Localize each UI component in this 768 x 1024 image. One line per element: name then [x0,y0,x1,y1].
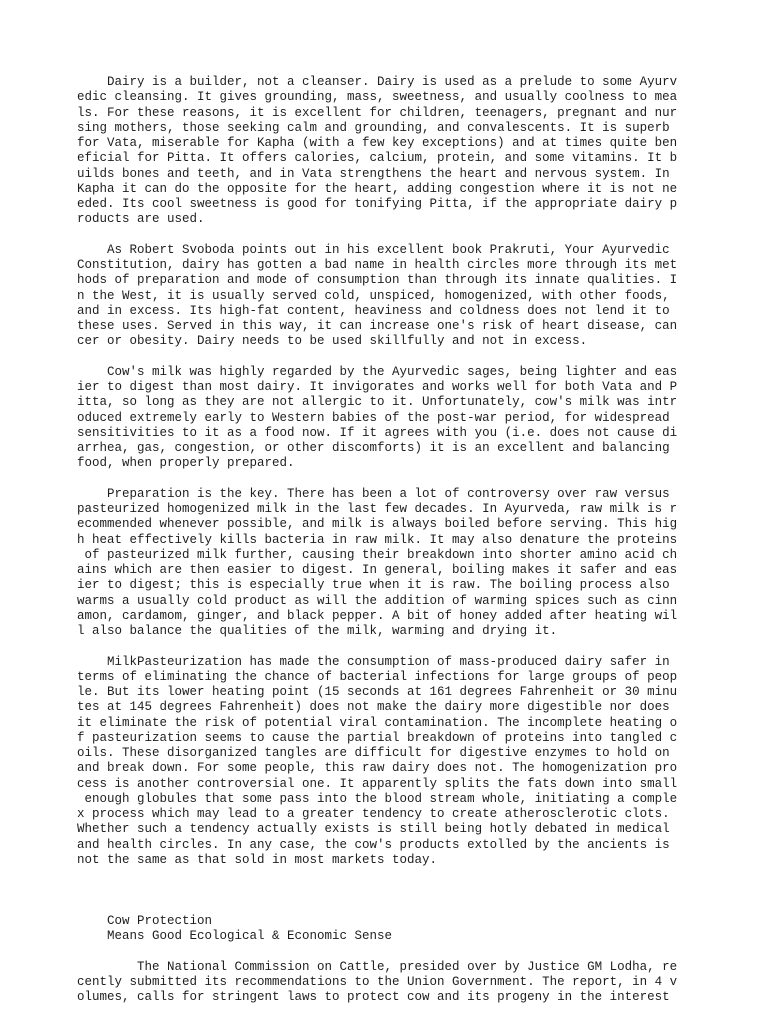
text-line: Cow's milk was highly regarded by the Ayurvedic sages, being lighter and eas [77,364,678,379]
text-line: l also balance the qualities of the milk, warming and drying it. [77,624,558,638]
text-line: and break down. For some people, this raw dairy does not. The homogenization pro [77,761,678,776]
text-line: eficial for Pitta. It offers calories, calcium, protein, and some vitamins. It b [77,151,678,166]
text-line: arrhea, gas, congestion, or other discomforts) it is an excellent and balancing [77,441,670,455]
text-line: edic cleansing. It gives grounding, mass, sweetness, and usually coolness to mea [77,90,678,105]
text-line: cess is another controversial one. It apparently splits the fats down into small [77,776,678,791]
text-line: food, when properly prepared. [77,456,295,471]
paragraph [77,75,697,228]
text-line: le. But its lower heating point (15 seconds at 161 degrees Fahrenheit or 30 minu [77,685,678,699]
text-line: of pasteurized milk further, causing their breakdown into shorter amino acid ch [77,547,678,562]
heading-title: Cow Protection [77,913,213,928]
text-line: n the West, it is usually served cold, unspiced, homogenized, with other foods, [77,288,670,303]
section-heading [77,914,697,945]
text-line: olumes, calls for stringent laws to protect cow and its progeny in the interest [77,990,670,1004]
section-spacer [77,883,697,914]
text-line: x process which may lead to a greater tendency to create atherosclerotic clots. [77,807,670,821]
text-line: cer or obesity. Dairy needs to be used skillfully and not in excess. [77,334,588,349]
text-line: ier to digest; this is especially true when it is raw. The boiling process also [77,578,670,593]
text-line: oils. These disorganized tangles are difficult for digestive enzymes to hold on [77,746,670,760]
text-line: and in excess. Its high-fat content, heaviness and coldness does not lend it to [77,303,670,318]
text-line: and health circles. In any case, the cow's products extolled by the ancients is [77,837,670,852]
text-line: ains which are then easier to digest. In general, boiling makes it safer and eas [77,563,678,577]
text-line: ls. For these reasons, it is excellent for children, teenagers, pregnant and nur [77,105,678,120]
text-line: uilds bones and teeth, and in Vata strengthens the heart and nervous system. In [77,166,670,181]
paragraph [77,243,697,350]
text-line: these uses. Served in this way, it can increase one's risk of heart disease, can [77,319,678,333]
heading-subtitle: Means Good Ecological & Economic Sense [77,929,393,943]
text-line: warms a usually cold product as will the addition of warming spices such as cinn [77,593,678,608]
text-line: itta, so long as they are not allergic to it. Unfortunately, cow's milk was intr [77,395,678,410]
paragraph [77,487,697,640]
final-paragraph [77,960,697,1006]
text-line: sensitivities to it as a food now. If it agrees with you (i.e. does not cause di [77,425,678,440]
text-line: ier to digest than most dairy. It invigorates and works well for both Vata and P [77,380,678,394]
paragraph [77,655,697,869]
text-line: sing mothers, those seeking calm and grounding, and convalescents. It is superb [77,120,670,135]
text-line: The National Commission on Cattle, presided over by Justice GM Lodha, re [77,959,678,974]
text-line: Whether such a tendency actually exists is still being hotly debated in medical [77,822,670,837]
body-text [77,75,697,868]
text-line: for Vata, miserable for Kapha (with a few key exceptions) and at times quite ben [77,136,678,150]
paragraph [77,365,697,472]
text-line: MilkPasteurization has made the consumption of mass-produced dairy safer in [77,654,670,669]
text-line: Kapha it can do the opposite for the heart, adding congestion where it is not ne [77,181,678,196]
text-line: As Robert Svoboda points out in his excellent book Prakruti, Your Ayurvedic [77,242,670,257]
text-line: enough globules that some pass into the blood stream whole, initiating a comple [77,791,678,806]
text-line: Preparation is the key. There has been a lot of controversy over raw versus [77,486,670,501]
text-line: tes at 145 degrees Fahrenheit) does not make the dairy more digestible nor does [77,700,670,715]
text-line: pasteurized homogenized milk in the last few decades. In Ayurveda, raw milk is r [77,502,678,516]
text-line: oduced extremely early to Western babies of the post-war period, for widespread [77,410,670,425]
text-line: h heat effectively kills bacteria in raw milk. It may also denature the proteins [77,532,678,547]
text-line: amon, cardamom, ginger, and black pepper. A bit of honey added after heating wil [77,608,678,623]
text-line: it eliminate the risk of potential viral contamination. The incomplete heating o [77,715,678,730]
text-line: Constitution, dairy has gotten a bad name in health circles more through its met [77,258,678,272]
text-line: eded. Its cool sweetness is good for tonifying Pitta, if the appropriate dairy p [77,197,678,211]
text-line: roducts are used. [77,212,205,227]
text-line: terms of eliminating the chance of bacterial infections for large groups of peop [77,669,678,684]
text-line: ecommended whenever possible, and milk is always boiled before serving. This hig [77,517,678,532]
text-line: f pasteurization seems to cause the partial breakdown of proteins into tangled c [77,730,678,745]
text-line: not the same as that sold in most markets today. [77,852,438,867]
text-line: hods of preparation and mode of consumption than through its innate qualities. I [77,273,678,288]
text-line: Dairy is a builder, not a cleanser. Dairy is used as a prelude to some Ayurv [77,75,678,89]
document-page [77,75,697,1021]
text-line: cently submitted its recommendations to the Union Government. The report, in 4 v [77,974,678,989]
